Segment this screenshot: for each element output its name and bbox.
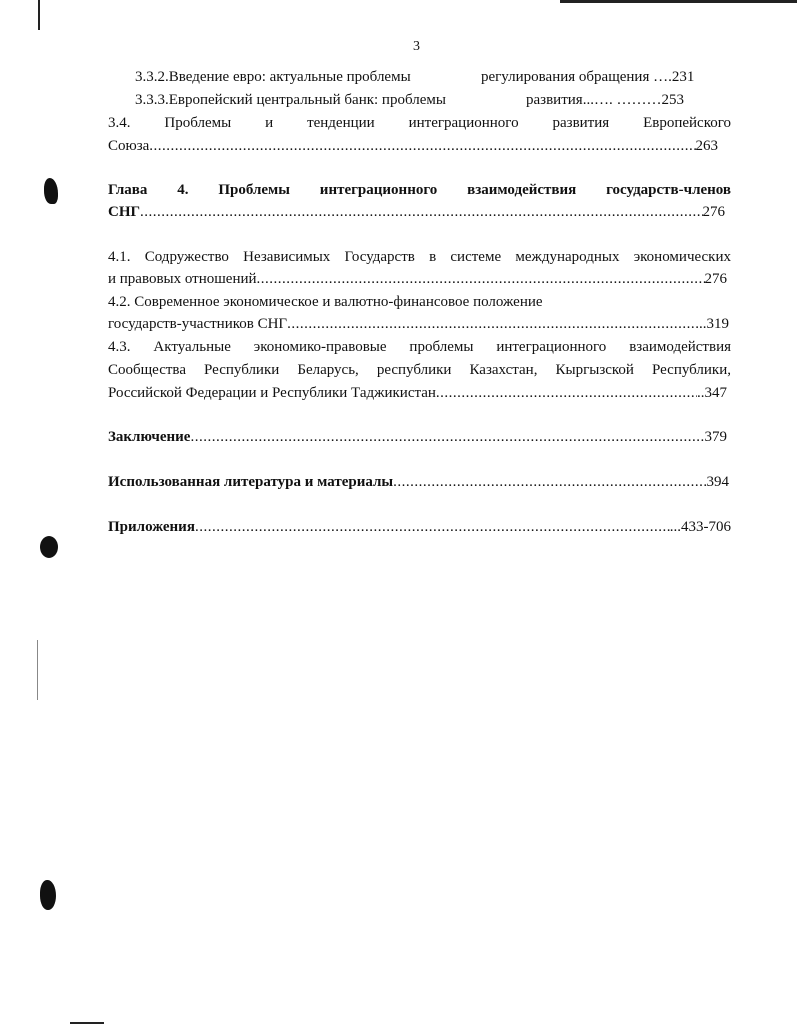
- leader-dots: [149, 137, 695, 155]
- leader-dots: [393, 473, 706, 491]
- toc-page: 394: [706, 474, 729, 490]
- toc-literature: [108, 473, 729, 491]
- page-number: 3: [413, 39, 420, 54]
- scan-blot-upper: [44, 178, 58, 204]
- toc-entry-3-3-3-tail: [526, 91, 684, 109]
- toc-label: и правовых отношений: [108, 271, 257, 287]
- toc-chapter-4-line1: Глава 4. Проблемы интеграционного взаимодействия государств-членов: [108, 182, 732, 198]
- leader-dots: [257, 270, 705, 288]
- toc-label-tail: развития: [526, 92, 583, 108]
- toc-chapter-4-line2: [108, 203, 725, 221]
- toc-page: 263: [695, 138, 718, 154]
- toc-page: ...…. ………253: [582, 92, 684, 108]
- toc-label: Заключение: [108, 429, 191, 445]
- toc-label-tail: регулирования обращения: [481, 69, 650, 85]
- scan-streak: [37, 640, 38, 700]
- toc-label: Приложения: [108, 519, 195, 535]
- toc-entry-4-3-line3: [108, 384, 727, 402]
- toc-label: Использованная литература и материалы: [108, 474, 394, 490]
- toc-entry-4-3-line2: Сообщества Республики Беларусь, республики Казахстан, Кыргызской Республики,: [108, 362, 731, 378]
- toc-entry-3-4-line2: [108, 137, 718, 155]
- toc-entry-4-1-line1: 4.1. Содружество Независимых Государств в системе международных экономических: [108, 249, 731, 265]
- scan-edge-top: [560, 0, 797, 3]
- toc-label: государств-участников СНГ: [108, 316, 288, 332]
- toc-entry-3-3-2: [135, 68, 411, 86]
- toc-entry-4-2-line1: 4.2. Современное экономическое и валютно-финансовое положение: [108, 294, 543, 310]
- scan-blot-lower: [40, 880, 56, 910]
- toc-page: ..347: [697, 385, 727, 401]
- toc-page: ….231: [653, 69, 695, 85]
- leader-dots: [287, 315, 695, 333]
- toc-label: Российской Федерации и Республики Таджикистан: [108, 385, 436, 401]
- scan-blot-hole: [40, 536, 58, 558]
- leader-dots: [190, 428, 704, 446]
- toc-label: Союза: [108, 138, 150, 154]
- toc-entry-3-3-3: [135, 91, 446, 109]
- toc-page: 276: [702, 204, 725, 220]
- toc-entry-3-3-2-tail: [481, 68, 694, 86]
- scan-edge-bottom: [70, 1022, 104, 1024]
- toc-label: 3.3.3.Европейский центральный банк: проблемы: [135, 92, 446, 108]
- leader-dots: [195, 518, 670, 536]
- toc-label: 3.3.2.Введение евро: актуальные проблемы: [135, 69, 411, 85]
- toc-page: ...433-706: [669, 519, 731, 535]
- toc-entry-4-3-line1: 4.3. Актуальные экономико-правовые проблемы интеграционного взаимодействия: [108, 339, 731, 355]
- toc-page: 276: [704, 271, 727, 287]
- toc-conclusion: [108, 428, 727, 446]
- toc-entry-4-2-line2: [108, 315, 729, 333]
- scan-edge-left: [38, 0, 40, 30]
- toc-page: 379: [704, 429, 727, 445]
- toc-page: ...319: [695, 316, 729, 332]
- toc-entry-3-4-line1: 3.4. Проблемы и тенденции интеграционного развития Европейского: [108, 115, 731, 131]
- toc-appendix: [108, 518, 731, 536]
- leader-dots: [140, 203, 702, 221]
- leader-dots: [436, 384, 697, 402]
- toc-label: СНГ: [108, 204, 141, 220]
- toc-entry-4-1-line2: [108, 270, 727, 288]
